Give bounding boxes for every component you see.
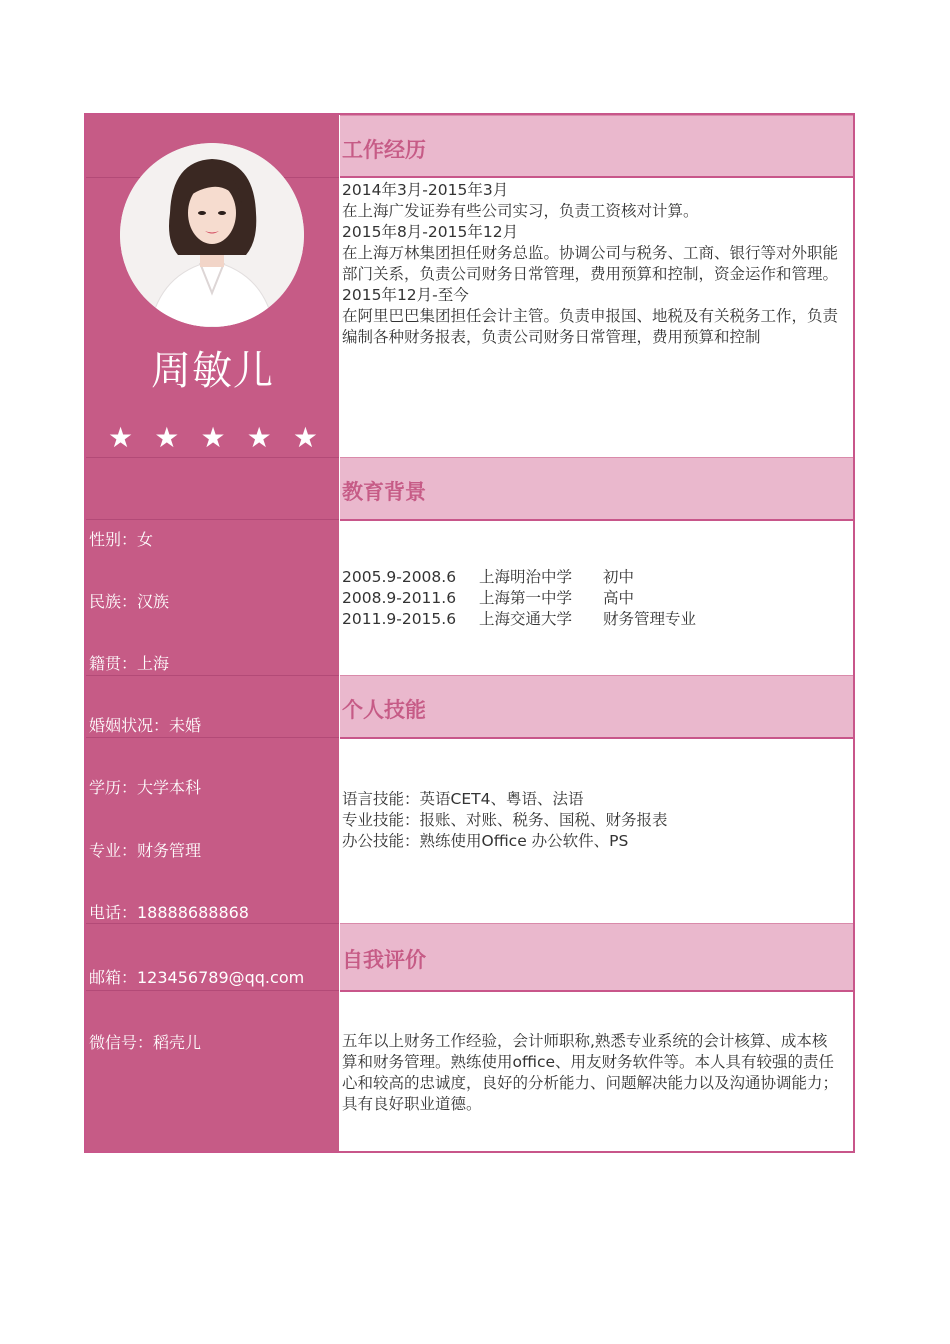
work-line: 2015年8月-2015年12月 bbox=[342, 223, 519, 241]
star-icon: ★ bbox=[200, 421, 226, 454]
info-ethnicity: 民族：汉族 bbox=[89, 592, 170, 611]
education-period: 2005.9-2008.6 bbox=[342, 568, 457, 586]
divider bbox=[86, 990, 339, 991]
education-school: 上海交通大学 bbox=[479, 610, 573, 628]
work-line: 在上海广发证券有些公司实习，负责工资核对计算。 bbox=[342, 202, 699, 220]
education-level: 初中 bbox=[603, 568, 635, 586]
work-line: 在阿里巴巴集团担任会计主管。负责申报国、地税及有关税务工作，负责 bbox=[342, 307, 839, 325]
self-evaluation-line: 算和财务管理。熟练使用office、用友财务软件等。本人具有较强的责任 bbox=[342, 1053, 835, 1071]
divider bbox=[86, 675, 339, 676]
education-level: 高中 bbox=[603, 589, 635, 607]
info-major: 专业：财务管理 bbox=[89, 841, 202, 860]
profile-photo bbox=[120, 143, 304, 327]
education-list bbox=[342, 567, 854, 630]
work-section-header bbox=[340, 115, 853, 178]
education-school: 上海明治中学 bbox=[479, 568, 573, 586]
skills-section-title: 个人技能 bbox=[342, 698, 426, 722]
work-experience-text bbox=[342, 180, 854, 348]
profile-sidebar bbox=[86, 115, 339, 1151]
skills-section-header bbox=[340, 675, 853, 739]
self-evaluation-line: 具有良好职业道德。 bbox=[342, 1095, 482, 1113]
education-period: 2011.9-2015.6 bbox=[342, 610, 457, 628]
info-email: 邮箱：123456789@qq.com bbox=[89, 968, 305, 987]
education-section-header bbox=[340, 457, 853, 521]
work-line: 编制各种财务报表，负责公司财务日常管理，费用预算和控制 bbox=[342, 328, 761, 346]
self-evaluation-section-header bbox=[340, 923, 853, 992]
resume-frame bbox=[84, 113, 855, 1153]
work-section-title: 工作经历 bbox=[342, 138, 426, 162]
star-icon: ★ bbox=[154, 421, 180, 454]
skills-text bbox=[342, 789, 854, 852]
star-icon: ★ bbox=[108, 421, 134, 454]
work-line: 在上海万林集团担任财务总监。协调公司与税务、工商、银行等对外职能 bbox=[342, 244, 839, 262]
education-row bbox=[342, 609, 854, 630]
info-phone: 电话：18888688868 bbox=[89, 903, 249, 922]
self-evaluation-text bbox=[342, 1031, 854, 1115]
skill-line: 专业技能：报账、对账、税务、国税、财务报表 bbox=[342, 811, 668, 829]
info-gender: 性别：女 bbox=[89, 530, 154, 549]
star-icon: ★ bbox=[246, 421, 272, 454]
info-education-level: 学历：大学本科 bbox=[89, 778, 202, 797]
education-section-title: 教育背景 bbox=[342, 480, 426, 504]
rating-stars bbox=[108, 423, 318, 453]
star-icon: ★ bbox=[292, 421, 318, 454]
self-evaluation-line: 五年以上财务工作经验，会计师职称,熟悉专业系统的会计核算、成本核 bbox=[342, 1032, 828, 1050]
skill-line: 语言技能：英语CET4、粤语、法语 bbox=[342, 790, 584, 808]
self-evaluation-section-title: 自我评价 bbox=[342, 948, 426, 972]
self-evaluation-line: 心和较高的忠诚度，良好的分析能力、问题解决能力以及沟通协调能力； bbox=[342, 1074, 839, 1092]
work-line: 2015年12月-至今 bbox=[342, 286, 469, 304]
education-row bbox=[342, 588, 854, 609]
skill-line: 办公技能：熟练使用Office 办公软件、PS bbox=[342, 832, 629, 850]
education-row bbox=[342, 567, 854, 588]
divider bbox=[86, 737, 339, 738]
education-school: 上海第一中学 bbox=[479, 589, 573, 607]
work-line: 2014年3月-2015年3月 bbox=[342, 181, 509, 199]
divider bbox=[86, 519, 339, 520]
education-period: 2008.9-2011.6 bbox=[342, 589, 457, 607]
info-marital-status: 婚姻状况：未婚 bbox=[89, 716, 202, 735]
info-wechat: 微信号：稻壳儿 bbox=[89, 1033, 202, 1052]
divider bbox=[86, 457, 339, 458]
profile-name: 周敏儿 bbox=[151, 348, 274, 394]
content-column bbox=[340, 115, 853, 1151]
education-level: 财务管理专业 bbox=[603, 610, 697, 628]
work-line: 部门关系，负责公司财务日常管理，费用预算和控制，资金运作和管理。 bbox=[342, 265, 839, 283]
divider bbox=[86, 923, 339, 924]
info-hometown: 籍贯：上海 bbox=[89, 654, 170, 673]
